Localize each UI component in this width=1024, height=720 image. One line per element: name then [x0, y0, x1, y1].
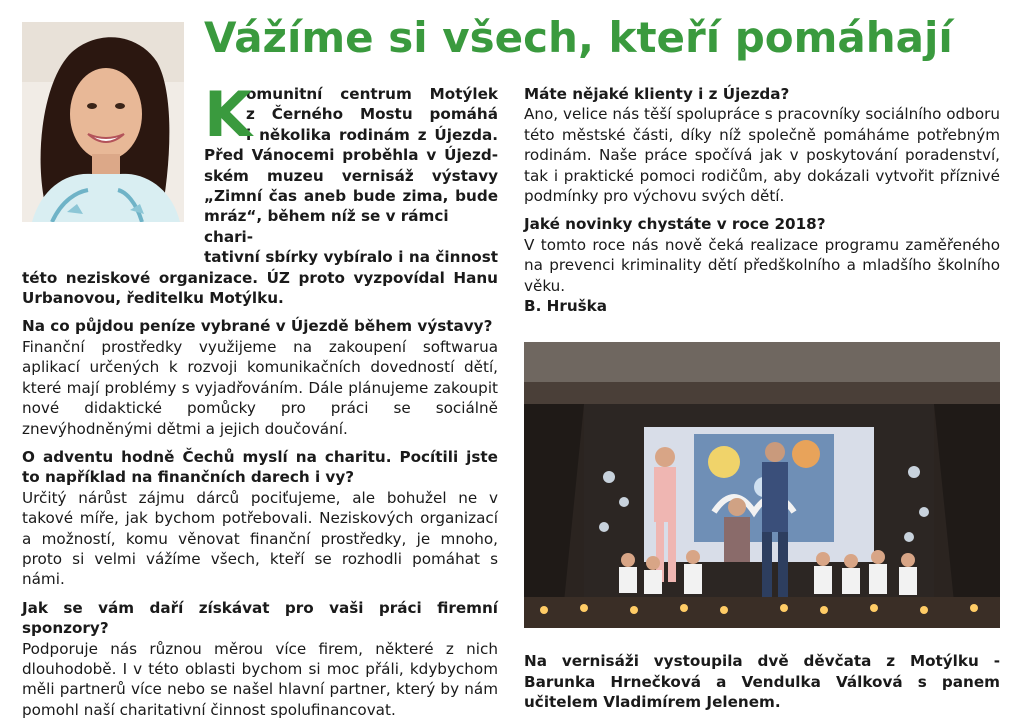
lead-line: „Zimní čas aneb bude zima, bude [204, 187, 498, 206]
lead-line: omunitní centrum Motýlek [246, 85, 498, 103]
interview-section [22, 316, 498, 438]
interview-question: O adventu hodně Čechů myslí na charitu. Pocítili jste to například na finančních darech i vy? [22, 447, 498, 487]
lead-tail: této neziskové organizace. ÚZ proto vyzpovídal Hanu Urbanovou, ředitelku Motýlku. [22, 268, 498, 308]
interview-question: Na co půjdou peníze vybrané v Újezdě během výstavy? [22, 317, 493, 336]
interview-answer: Určitý nárůst zájmu dárců pociťujeme, ale bohužel ne v takové míře, jak bychom potřebovali. Neziskových organizací a možností, komu věnovat finanční prostředky, je mnoho, proto si velmi vážíme všech, kteří se rozhodli pomáhat s námi. [22, 488, 498, 589]
left-column [22, 78, 498, 720]
interview-answer: Podporuje nás různou měrou více firem, některé z nich dlouhodobě. I v této oblasti bychom si moc přáli, kdybychom měli partnerů více nebo se našel hlavní partner, který by nám pomohl naší charitativní činnost spolufinancovat. [22, 639, 498, 719]
interview-answer: V tomto roce nás nově čeká realizace programu zaměřeného na prevenci kriminality dětí předškolního a mladšího školního věku. [524, 235, 1000, 295]
lead-wrap-lines [22, 145, 498, 267]
interview-question: Máte nějaké klienty i z Újezda? [524, 85, 790, 103]
interview-question: Jaké novinky chystáte v roce 2018? [524, 215, 826, 234]
lead-line: mráz“, během níž se v rámci chari- [204, 207, 449, 246]
interview-answer: Finanční prostředky využijeme na zakoupení softwarua aplikací určených k rozvoji komunikačních dovedností dětí, které mají problémy s vyjadřováním. Dále plánujeme zakoupit nové didaktické pomůcky pro práci se sociálně znevýhodněnými dětmi a jejich doučování. [22, 337, 498, 438]
interview-section [22, 598, 498, 720]
lead-line: ském muzeu vernisáž výstavy [204, 166, 498, 185]
interview-section [22, 447, 498, 590]
right-column [524, 84, 1000, 316]
article-lead [22, 78, 498, 308]
interview-section [524, 84, 1000, 206]
interview-answer: Ano, velice nás těší spolupráce s pracovníky sociálního odboru této městské části, díky níž společně pomáháme potřebným rodinám. Naše práce spočívá jak v poskytování poradenství, tak i praktické pomoci rodičům, aby dokázali vytvořit příznivé podmínky pro výchovu svých dětí. [524, 105, 1000, 206]
lead-line: i několika rodinám z Újezda. [246, 125, 498, 144]
event-photo [524, 342, 1000, 628]
lead-intro-lines [22, 78, 498, 151]
drop-cap: K [204, 78, 253, 151]
article-headline: Vážíme si všech, kteří pomáhají [204, 13, 953, 62]
interview-section [524, 214, 1000, 296]
photo-caption: Na vernisáži vystoupila dvě děvčata z Motýlku - Barunka Hrnečková a Vendulka Válková s panem učitelem Vladimírem Jelenem. [524, 652, 1000, 711]
interview-question: Jak se vám daří získávat pro vaši práci firemní sponzory? [22, 598, 498, 638]
stage-illustration [524, 342, 1000, 628]
lead-line: tativní sbírky vybíralo i na činnost [204, 248, 498, 267]
lead-line: z Černého Mostu pomáhá [246, 105, 498, 124]
lead-line: Před Vánocemi proběhla v Újezd- [204, 146, 498, 165]
author-signature: B. Hruška [524, 297, 608, 316]
